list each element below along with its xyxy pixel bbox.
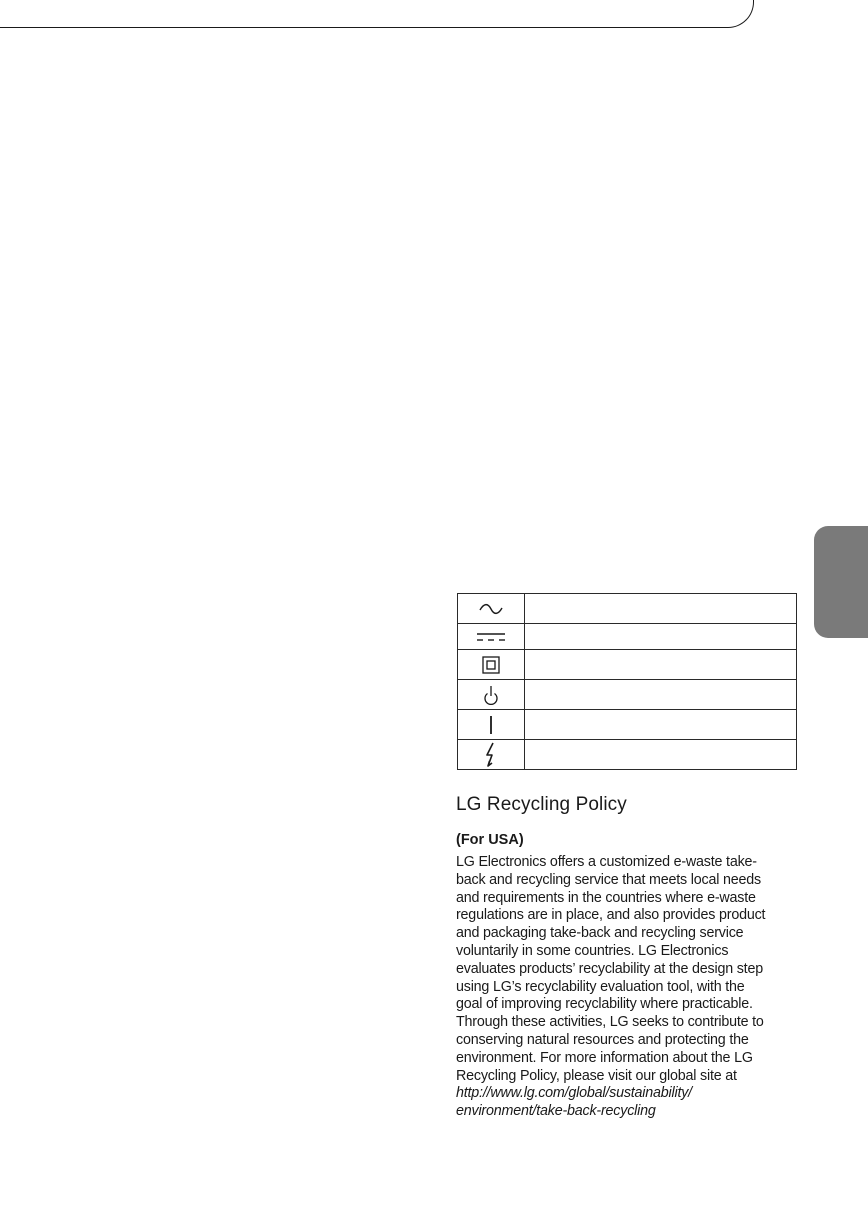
power-on-icon [458, 710, 525, 740]
section-title: LG Recycling Policy [456, 794, 627, 815]
text-line: using LG’s recyclability evaluation tool, with the [456, 978, 745, 995]
text-line: voluntarily in some countries. LG Electronics [456, 942, 729, 959]
symbol-description [525, 594, 797, 624]
text-line: LG Electronics offers a customized e-waste take- [456, 854, 757, 870]
symbol-row [458, 740, 797, 770]
text-line: and requirements in the countries where e-waste [456, 889, 756, 906]
text-line: Through these activities, LG seeks to contribute to [456, 1014, 764, 1031]
language-section-tab [814, 526, 868, 638]
text-line: environment. For more information about the LG [456, 1049, 753, 1066]
text-line: and packaging take-back and recycling service [456, 925, 744, 942]
symbol-row [458, 624, 797, 650]
text-line: evaluates products’ recyclability at the design step [456, 960, 763, 977]
text-line: back and recycling service that meets local needs [456, 871, 761, 888]
symbol-row [458, 650, 797, 680]
symbol-row [458, 710, 797, 740]
symbol-description [525, 740, 797, 770]
symbol-row [458, 680, 797, 710]
direct-current-icon [458, 624, 525, 650]
text-line: Recycling Policy, please visit our global site at [456, 1067, 737, 1084]
text-line: goal of improving recyclability where practicable. [456, 996, 753, 1013]
symbol-table [457, 593, 797, 770]
alternating-current-icon [458, 594, 525, 624]
recycling-url-line[interactable]: environment/take-back-recycling [456, 1103, 656, 1120]
text-line: regulations are in place, and also provides product [456, 907, 766, 924]
symbol-row [458, 594, 797, 624]
symbol-description [525, 624, 797, 650]
text-line: conserving natural resources and protecting the [456, 1031, 749, 1048]
symbol-description [525, 680, 797, 710]
region-label: (For USA) [456, 832, 524, 848]
hazardous-voltage-icon [458, 740, 525, 770]
symbol-description [525, 650, 797, 680]
symbol-description [525, 710, 797, 740]
recycling-url-line[interactable]: http://www.lg.com/global/sustainability/ [456, 1085, 692, 1102]
recycling-policy-text [456, 854, 796, 1121]
page-border-rule [0, 0, 754, 28]
class-ii-equipment-icon [458, 650, 525, 680]
standby-icon [458, 680, 525, 710]
